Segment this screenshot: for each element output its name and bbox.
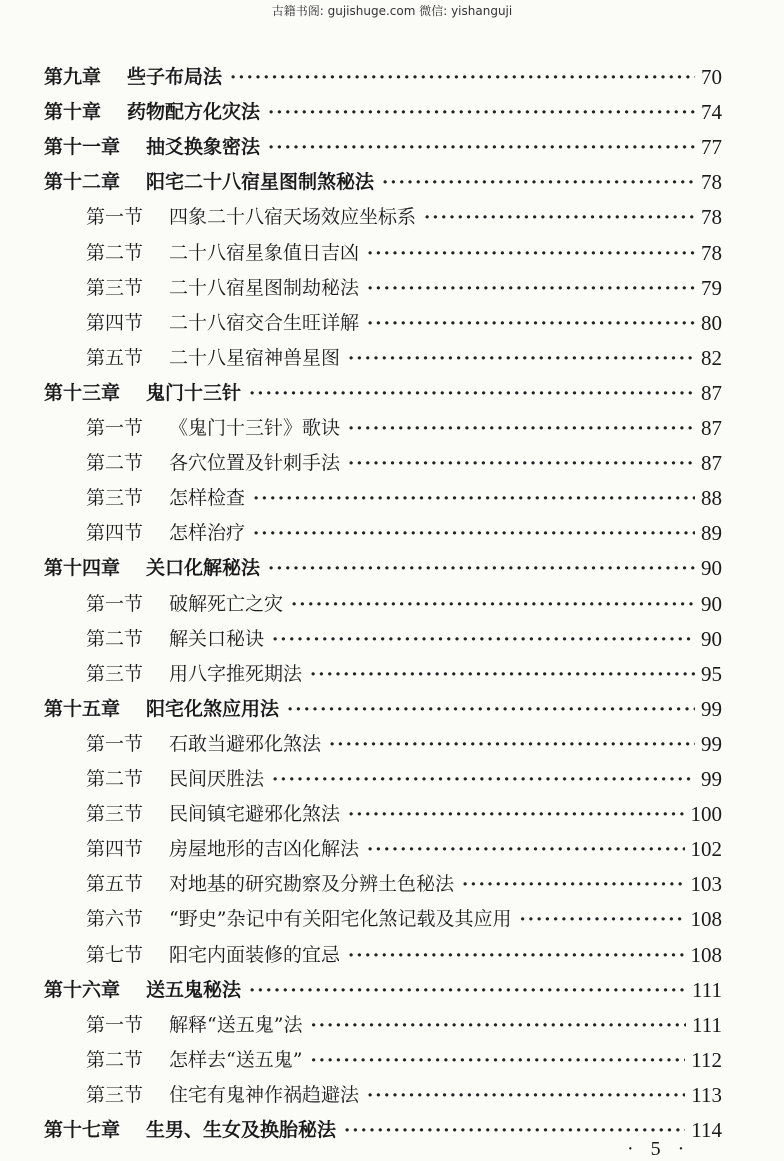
section-number: 第七节	[86, 943, 144, 966]
section-title: 怎样检查	[169, 487, 246, 510]
toc-section-row	[86, 622, 722, 657]
page-number: 80	[701, 310, 722, 335]
section-number: 第一节	[86, 732, 144, 755]
section-number: 第二节	[86, 241, 144, 264]
toc-chapter-row	[44, 692, 722, 727]
page-number: 87	[701, 416, 722, 440]
section-title: 二十八宿交合生旺详解	[169, 311, 360, 334]
page-number: 78	[701, 205, 722, 230]
section-number: 第一节	[86, 592, 144, 615]
dot-leader	[291, 587, 695, 622]
page-number: 112	[691, 1047, 722, 1072]
toc-section-row	[86, 762, 722, 797]
section-title: 民间厌胜法	[169, 768, 265, 790]
chapter-title: 抽爻换象密法	[146, 136, 261, 159]
page-number: 99	[701, 767, 722, 791]
dot-leader	[348, 446, 695, 481]
dot-leader	[249, 376, 695, 411]
footer-page-number: · 5 ·	[627, 1138, 691, 1160]
chapter-title: 鬼门十三针	[146, 381, 242, 404]
dot-leader	[367, 832, 684, 867]
section-title: 四象二十八宿天场效应坐标系	[169, 206, 417, 229]
dot-leader	[253, 516, 695, 551]
dot-leader	[348, 341, 695, 376]
section-title: 二十八宿星图制劫秘法	[169, 276, 360, 299]
toc-section-row	[86, 1008, 722, 1043]
section-number: 第四节	[86, 838, 144, 861]
page-number: 87	[701, 451, 722, 476]
toc-section-row	[86, 200, 722, 235]
dot-leader	[310, 1008, 686, 1043]
chapter-number: 第九章	[44, 66, 102, 88]
page-number: 99	[701, 696, 722, 721]
section-title: 怎样去“送五鬼”	[169, 1048, 303, 1071]
dot-leader	[230, 60, 695, 95]
section-number: 第一节	[86, 417, 144, 439]
toc-section-row	[86, 727, 722, 762]
dot-leader	[287, 692, 695, 727]
page-number: 79	[701, 275, 722, 300]
dot-leader	[268, 130, 695, 165]
page-number: 113	[691, 1082, 722, 1107]
dot-leader	[367, 306, 695, 341]
section-title: 解关口秘诀	[169, 627, 265, 650]
section-title: 阳宅内面装修的宜忌	[169, 943, 341, 966]
section-number: 第三节	[86, 1083, 144, 1106]
section-number: 第三节	[86, 662, 144, 685]
chapter-title: 关口化解秘法	[146, 557, 261, 580]
toc-section-row	[86, 587, 722, 622]
page-number: 78	[701, 170, 722, 195]
dot-leader	[253, 481, 695, 516]
toc-section-row	[86, 1078, 722, 1113]
chapter-title: 药物配方化灾法	[127, 101, 261, 124]
section-number: 第五节	[86, 346, 144, 369]
section-title: 用八字推死期法	[169, 662, 303, 685]
page-number: 102	[690, 837, 722, 862]
toc-section-row	[86, 481, 722, 516]
page-number: 87	[701, 380, 722, 405]
section-title: 《鬼门十三针》歌诀	[169, 417, 341, 439]
page-number: 77	[701, 135, 722, 160]
toc-section-row	[86, 832, 722, 867]
toc-chapter-row	[44, 95, 722, 130]
watermark-text: 古籍书阁: gujishuge.com 微信: yishanguji	[271, 4, 513, 18]
toc-chapter-row	[44, 165, 722, 200]
page-number: 100	[690, 802, 722, 827]
toc-section-row	[86, 938, 722, 973]
chapter-title: 送五鬼秘法	[146, 978, 242, 1001]
section-number: 第二节	[86, 452, 144, 475]
section-title: 各穴位置及针刺手法	[169, 452, 341, 475]
section-number: 第三节	[86, 487, 144, 510]
section-number: 第一节	[86, 206, 144, 229]
dot-leader	[519, 902, 684, 937]
page-number: 95	[701, 661, 722, 686]
dot-leader	[424, 200, 695, 235]
toc-section-row	[86, 867, 722, 902]
dot-leader	[367, 1078, 685, 1113]
chapter-number: 第十二章	[44, 171, 121, 194]
toc-section-row	[86, 411, 722, 446]
dot-leader	[310, 1043, 685, 1078]
section-title: 石敢当避邪化煞法	[169, 732, 322, 755]
toc-section-row	[86, 902, 722, 937]
toc-section-row	[86, 1043, 722, 1078]
page-number: 90	[701, 556, 722, 581]
dot-leader	[329, 727, 695, 762]
dot-leader	[348, 411, 695, 446]
toc-chapter-row	[44, 551, 722, 586]
page-number: 99	[701, 731, 722, 756]
dot-leader	[382, 165, 695, 200]
dot-leader	[272, 762, 695, 797]
dot-leader	[268, 95, 695, 130]
page-number: 89	[701, 521, 722, 546]
toc-chapter-row	[44, 973, 722, 1008]
section-title: 二十八宿星象值日吉凶	[169, 241, 360, 264]
toc-section-row	[86, 306, 722, 341]
page-number: 88	[701, 486, 722, 511]
page-number: 90	[701, 626, 722, 651]
section-number: 第一节	[86, 1013, 144, 1036]
toc-chapter-row	[44, 376, 722, 411]
page-number: 114	[691, 1118, 722, 1142]
chapter-title: 阳宅化煞应用法	[146, 697, 280, 720]
toc-section-row	[86, 797, 722, 832]
toc-section-row	[86, 341, 722, 376]
section-title: 解释“送五鬼”法	[169, 1013, 303, 1036]
dot-leader	[272, 622, 695, 657]
chapter-number: 第十四章	[44, 557, 121, 580]
chapter-number: 第十七章	[44, 1119, 121, 1141]
section-title: “野史”杂记中有关阳宅化煞记载及其应用	[169, 908, 512, 931]
page-number: 82	[701, 345, 722, 370]
page-number: 111	[692, 1012, 722, 1037]
chapter-number: 第十六章	[44, 978, 121, 1001]
chapter-title: 生男、生女及换胎秘法	[146, 1119, 337, 1141]
chapter-number: 第十五章	[44, 697, 121, 720]
section-title: 民间镇宅避邪化煞法	[169, 803, 341, 826]
dot-leader	[367, 271, 695, 306]
section-title: 对地基的研究勘察及分辨土色秘法	[169, 873, 455, 896]
chapter-title: 些子布局法	[127, 66, 223, 88]
page-number: 108	[690, 942, 722, 967]
section-title: 房屋地形的吉凶化解法	[169, 838, 360, 861]
toc-section-row	[86, 516, 722, 551]
dot-leader	[462, 867, 684, 902]
dot-leader	[367, 236, 695, 271]
section-number: 第六节	[86, 908, 144, 931]
chapter-number: 第十一章	[44, 136, 121, 159]
dot-leader	[348, 797, 684, 832]
toc-section-row	[86, 236, 722, 271]
section-title: 破解死亡之灾	[169, 592, 284, 615]
toc-section-row	[86, 271, 722, 306]
chapter-number: 第十章	[44, 101, 102, 124]
section-number: 第三节	[86, 276, 144, 299]
page-number: 103	[690, 872, 722, 897]
toc-chapter-row	[44, 1113, 722, 1148]
section-number: 第五节	[86, 873, 144, 896]
dot-leader	[310, 657, 695, 692]
section-number: 第二节	[86, 768, 144, 790]
section-number: 第四节	[86, 311, 144, 334]
section-title: 二十八星宿神兽星图	[169, 346, 341, 369]
chapter-title: 阳宅二十八宿星图制煞秘法	[146, 171, 375, 194]
dot-leader	[249, 973, 686, 1008]
section-number: 第二节	[86, 1048, 144, 1071]
toc-chapter-row	[44, 130, 722, 165]
dot-leader	[268, 551, 695, 586]
page-number: 108	[690, 907, 722, 932]
section-number: 第二节	[86, 627, 144, 650]
chapter-number: 第十三章	[44, 381, 121, 404]
toc-section-row	[86, 446, 722, 481]
section-title: 怎样治疗	[169, 522, 246, 545]
page-number: 78	[701, 240, 722, 265]
dot-leader	[348, 938, 684, 973]
toc-section-row	[86, 657, 722, 692]
page-number: 74	[701, 100, 722, 125]
section-title: 住宅有鬼神作祸趋避法	[169, 1083, 360, 1106]
page-number: 70	[701, 65, 722, 89]
toc-chapter-row	[44, 60, 722, 95]
section-number: 第四节	[86, 522, 144, 545]
page-number: 111	[692, 977, 722, 1002]
page-number: 90	[701, 591, 722, 616]
section-number: 第三节	[86, 803, 144, 826]
